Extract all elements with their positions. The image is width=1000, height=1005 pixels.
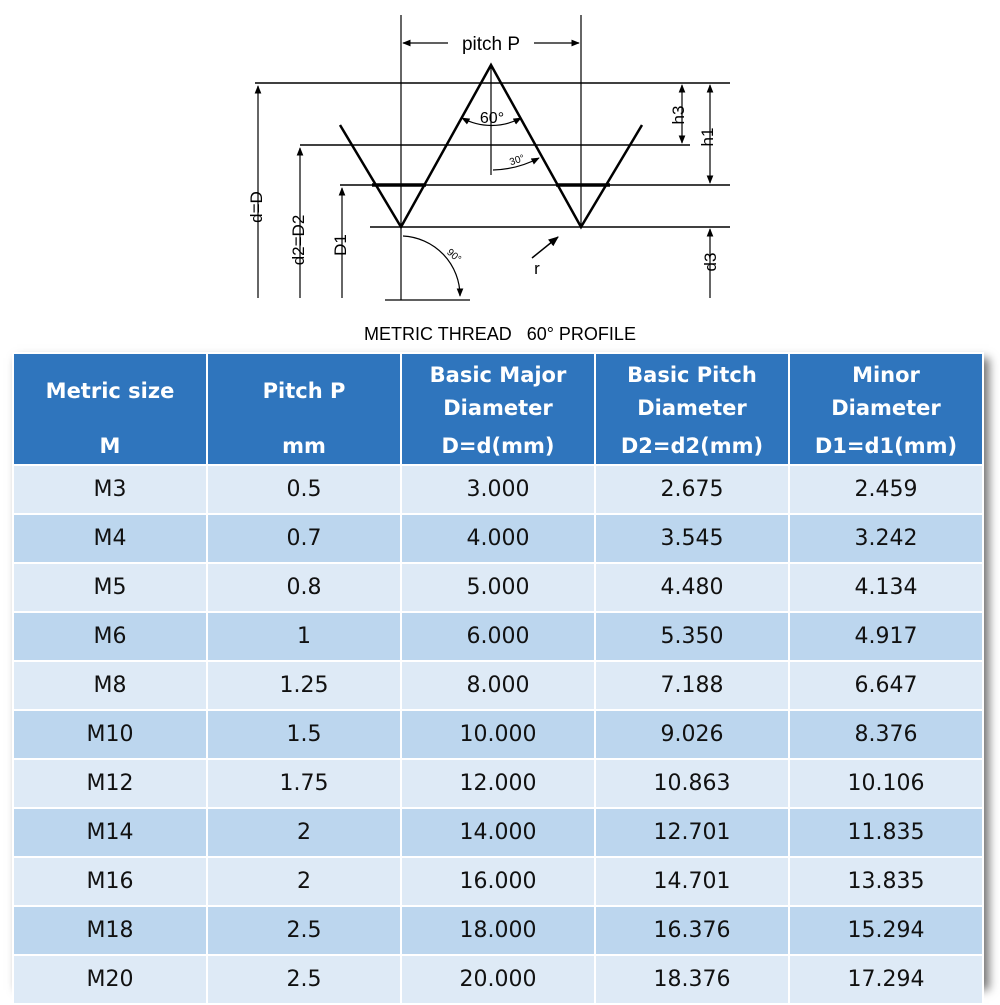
column-title: Metric size bbox=[45, 379, 175, 403]
major-diameter-cell: 5.000 bbox=[401, 563, 595, 612]
column-title: Pitch P bbox=[262, 379, 346, 403]
table-row bbox=[13, 955, 983, 1004]
pitch-diameter-cell: 16.376 bbox=[595, 906, 789, 955]
major-diameter-cell: 8.000 bbox=[401, 661, 595, 710]
d2-D2-label: d2=D2 bbox=[289, 214, 308, 266]
table-row bbox=[13, 563, 983, 612]
table-row bbox=[13, 710, 983, 759]
metric-size-cell: M10 bbox=[13, 710, 207, 759]
h3-label: h3 bbox=[669, 105, 688, 125]
major-diameter-cell: 6.000 bbox=[401, 612, 595, 661]
pitch-diameter-cell: 12.701 bbox=[595, 808, 789, 857]
metric-size-cell: M4 bbox=[13, 514, 207, 563]
major-diameter-cell: 10.000 bbox=[401, 710, 595, 759]
column-title-line1: Minor bbox=[852, 363, 920, 387]
column-unit: D1=d1(mm) bbox=[814, 434, 958, 458]
column-header-pitch bbox=[207, 353, 401, 465]
h1-label: h1 bbox=[698, 127, 717, 147]
radius-label: r bbox=[534, 259, 540, 278]
minor-diameter-cell: 2.459 bbox=[789, 465, 983, 514]
metric-size-cell: M12 bbox=[13, 759, 207, 808]
minor-diameter-cell: 6.647 bbox=[789, 661, 983, 710]
angle-90-arc bbox=[403, 236, 460, 296]
column-unit: M bbox=[99, 434, 121, 458]
table-row bbox=[13, 514, 983, 563]
pitch-cell: 0.8 bbox=[207, 563, 401, 612]
metric-size-cell: M6 bbox=[13, 612, 207, 661]
table-row bbox=[13, 465, 983, 514]
table-row bbox=[13, 808, 983, 857]
minor-diameter-cell: 3.242 bbox=[789, 514, 983, 563]
pitch-cell: 2.5 bbox=[207, 955, 401, 1004]
pitch-diameter-cell: 5.350 bbox=[595, 612, 789, 661]
angle-60-label: 60° bbox=[479, 110, 505, 127]
column-header-metric-size bbox=[13, 353, 207, 465]
d-D-label: d=D bbox=[247, 191, 266, 223]
major-diameter-cell: 18.000 bbox=[401, 906, 595, 955]
metric-size-cell: M8 bbox=[13, 661, 207, 710]
diagram-caption: METRIC THREAD 60° PROFILE bbox=[364, 324, 636, 344]
metric-thread-table bbox=[12, 352, 984, 992]
column-title-line2: Diameter bbox=[443, 396, 553, 420]
pitch-cell: 1.25 bbox=[207, 661, 401, 710]
major-diameter-cell: 4.000 bbox=[401, 514, 595, 563]
table-row bbox=[13, 857, 983, 906]
minor-diameter-cell: 10.106 bbox=[789, 759, 983, 808]
pitch-diameter-cell: 10.863 bbox=[595, 759, 789, 808]
minor-diameter-cell: 11.835 bbox=[789, 808, 983, 857]
thread-profile-diagram bbox=[0, 0, 1000, 350]
column-unit: mm bbox=[282, 434, 326, 458]
table-row bbox=[13, 759, 983, 808]
minor-diameter-cell: 4.134 bbox=[789, 563, 983, 612]
metric-size-cell: M3 bbox=[13, 465, 207, 514]
pitch-cell: 1 bbox=[207, 612, 401, 661]
pitch-diameter-cell: 14.701 bbox=[595, 857, 789, 906]
major-diameter-cell: 12.000 bbox=[401, 759, 595, 808]
major-diameter-cell: 20.000 bbox=[401, 955, 595, 1004]
minor-diameter-cell: 4.917 bbox=[789, 612, 983, 661]
D1-label: D1 bbox=[331, 234, 350, 256]
table-header-row bbox=[13, 353, 983, 465]
angle-90-label: 90° bbox=[444, 247, 463, 266]
major-diameter-cell: 3.000 bbox=[401, 465, 595, 514]
metric-size-cell: M18 bbox=[13, 906, 207, 955]
pitch-diameter-cell: 7.188 bbox=[595, 661, 789, 710]
minor-diameter-cell: 13.835 bbox=[789, 857, 983, 906]
pitch-diameter-cell: 9.026 bbox=[595, 710, 789, 759]
minor-diameter-cell: 15.294 bbox=[789, 906, 983, 955]
minor-diameter-cell: 8.376 bbox=[789, 710, 983, 759]
column-header-pitch-diameter bbox=[595, 353, 789, 465]
column-title-line2: Diameter bbox=[637, 396, 747, 420]
minor-diameter-cell: 17.294 bbox=[789, 955, 983, 1004]
pitch-label: pitch P bbox=[461, 34, 521, 55]
d3-label: d3 bbox=[701, 252, 720, 272]
pitch-cell: 0.7 bbox=[207, 514, 401, 563]
metric-size-cell: M16 bbox=[13, 857, 207, 906]
column-title-line1: Basic Pitch bbox=[627, 363, 757, 387]
metric-size-cell: M14 bbox=[13, 808, 207, 857]
pitch-diameter-cell: 2.675 bbox=[595, 465, 789, 514]
table-row bbox=[13, 612, 983, 661]
pitch-cell: 2 bbox=[207, 857, 401, 906]
pitch-diameter-cell: 18.376 bbox=[595, 955, 789, 1004]
column-header-minor-diameter bbox=[789, 353, 983, 465]
radius-arrow bbox=[532, 237, 558, 258]
pitch-diameter-cell: 4.480 bbox=[595, 563, 789, 612]
pitch-diameter-cell: 3.545 bbox=[595, 514, 789, 563]
column-title-line1: Basic Major bbox=[429, 363, 567, 387]
pitch-cell: 0.5 bbox=[207, 465, 401, 514]
major-diameter-cell: 16.000 bbox=[401, 857, 595, 906]
pitch-cell: 2 bbox=[207, 808, 401, 857]
metric-size-cell: M20 bbox=[13, 955, 207, 1004]
pitch-cell: 1.75 bbox=[207, 759, 401, 808]
table-row bbox=[13, 906, 983, 955]
metric-size-cell: M5 bbox=[13, 563, 207, 612]
angle-30-label: 30° bbox=[508, 153, 527, 169]
column-unit: D2=d2(mm) bbox=[620, 434, 764, 458]
major-diameter-cell: 14.000 bbox=[401, 808, 595, 857]
table-row bbox=[13, 661, 983, 710]
pitch-cell: 1.5 bbox=[207, 710, 401, 759]
pitch-cell: 2.5 bbox=[207, 906, 401, 955]
column-header-major-diameter bbox=[401, 353, 595, 465]
column-unit: D=d(mm) bbox=[441, 434, 555, 458]
column-title-line2: Diameter bbox=[831, 396, 941, 420]
